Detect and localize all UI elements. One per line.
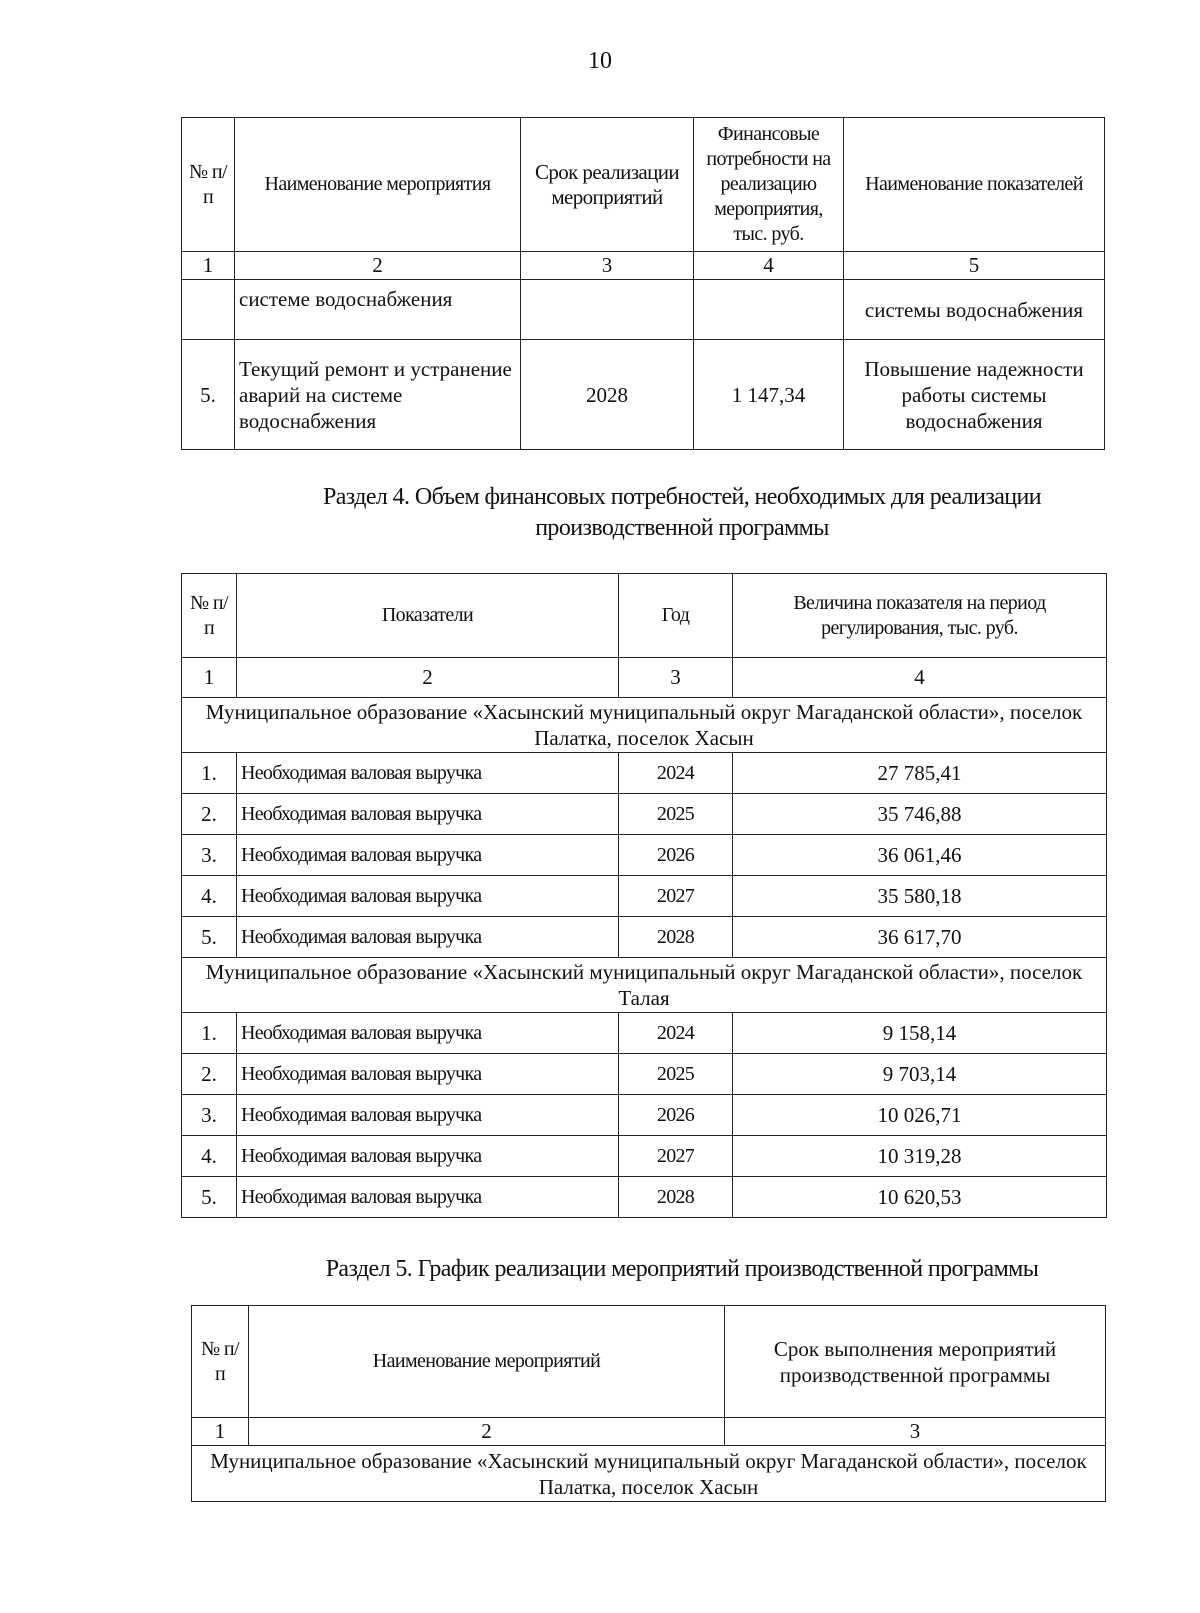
col-number: 5 [844,252,1105,280]
row-number: 2. [182,794,237,835]
header-indicators: Показатели [237,574,619,658]
activity-name: системе водоснабжения [235,280,521,340]
indicator-name: Необходимая валовая выручка [237,917,619,958]
indicator-name: Необходимая валовая выручка [237,835,619,876]
year: 2028 [619,917,733,958]
header-schedule-term: Срок выполнения мероприятий производственной программы [725,1306,1106,1418]
table-row [182,835,1107,876]
header-number: № п/п [192,1306,249,1418]
year: 2024 [619,753,733,794]
table-row [182,280,1105,340]
row-number: 5. [182,917,237,958]
col-number: 1 [182,252,235,280]
value: 36 061,46 [733,835,1107,876]
row-number: 4. [182,876,237,917]
year: 2026 [619,1095,733,1136]
value: 35 580,18 [733,876,1107,917]
col-number: 2 [249,1418,725,1446]
col-number: 1 [192,1418,249,1446]
row-number: 3. [182,1095,237,1136]
col-number: 1 [182,658,237,698]
header-value: Величина показателя на период регулирования, тыс. руб. [733,574,1107,658]
year: 2024 [619,1013,733,1054]
row-number: 5. [182,1177,237,1218]
header-activity-name: Наименование мероприятия [235,118,521,252]
group-title-row [192,1446,1106,1502]
column-number-row [182,252,1105,280]
table-row [182,917,1107,958]
table-header-row [182,118,1105,252]
table-row [182,1177,1107,1218]
financial-needs-table [181,573,1107,1218]
table-row [182,1095,1107,1136]
value: 10 620,53 [733,1177,1107,1218]
year: 2027 [619,1136,733,1177]
activity-indicator: Повышение надежности работы системы водоснабжения [844,340,1105,450]
row-number: 1. [182,753,237,794]
table-header-row [192,1306,1106,1418]
col-number: 4 [733,658,1107,698]
header-number: № п/п [182,118,235,252]
col-number: 2 [235,252,521,280]
table-row [182,1013,1107,1054]
value: 10 319,28 [733,1136,1107,1177]
value: 36 617,70 [733,917,1107,958]
indicator-name: Необходимая валовая выручка [237,1013,619,1054]
indicator-name: Необходимая валовая выручка [237,1136,619,1177]
year: 2025 [619,794,733,835]
row-number: 3. [182,835,237,876]
activity-cost [694,280,844,340]
value: 35 746,88 [733,794,1107,835]
header-number: № п/п [182,574,237,658]
value: 9 703,14 [733,1054,1107,1095]
row-number: 1. [182,1013,237,1054]
header-financial-needs: Финансовые потребности на реализацию мероприятия, тыс. руб. [694,118,844,252]
indicator-name: Необходимая валовая выручка [237,1054,619,1095]
col-number: 2 [237,658,619,698]
indicator-name: Необходимая валовая выручка [237,753,619,794]
page-number: 10 [588,48,612,74]
header-term: Срок реализации мероприятий [521,118,694,252]
col-number: 3 [725,1418,1106,1446]
year: 2028 [619,1177,733,1218]
activity-indicator: системы водоснабжения [844,280,1105,340]
section-4-heading: Раздел 4. Объем финансовых потребностей, необходимых для реализации производственной программы [322,484,1042,541]
table-row [182,876,1107,917]
row-number [182,280,235,340]
schedule-table [191,1305,1106,1502]
col-number: 4 [694,252,844,280]
table-row [182,1136,1107,1177]
table-row [182,794,1107,835]
table-row [182,753,1107,794]
value: 9 158,14 [733,1013,1107,1054]
indicator-name: Необходимая валовая выручка [237,794,619,835]
column-number-row [182,658,1107,698]
indicator-name: Необходимая валовая выручка [237,876,619,917]
group-title-row [182,958,1107,1013]
header-activities: Наименование мероприятий [249,1306,725,1418]
activities-table [181,117,1105,450]
table-row [182,1054,1107,1095]
value: 10 026,71 [733,1095,1107,1136]
value: 27 785,41 [733,753,1107,794]
header-year: Год [619,574,733,658]
row-number: 5. [182,340,235,450]
group-title: Муниципальное образование «Хасынский муниципальный округ Магаданской области», поселок Талая [182,958,1107,1013]
table-row [182,340,1105,450]
year: 2025 [619,1054,733,1095]
group-title-row [182,698,1107,753]
indicator-name: Необходимая валовая выручка [237,1177,619,1218]
column-number-row [192,1418,1106,1446]
year: 2027 [619,876,733,917]
activity-term [521,280,694,340]
col-number: 3 [619,658,733,698]
year: 2026 [619,835,733,876]
table-header-row [182,574,1107,658]
activity-term: 2028 [521,340,694,450]
activity-name: Текущий ремонт и устранение аварий на системе водоснабжения [235,340,521,450]
section-5-heading: Раздел 5. График реализации мероприятий производственной программы [325,1256,1039,1282]
indicator-name: Необходимая валовая выручка [237,1095,619,1136]
activity-cost: 1 147,34 [694,340,844,450]
group-title: Муниципальное образование «Хасынский муниципальный округ Магаданской области», поселок Палатка, поселок Хасын [192,1446,1106,1502]
col-number: 3 [521,252,694,280]
group-title: Муниципальное образование «Хасынский муниципальный округ Магаданской области», поселок Палатка, поселок Хасын [182,698,1107,753]
header-indicators: Наименование показателей [844,118,1105,252]
row-number: 2. [182,1054,237,1095]
row-number: 4. [182,1136,237,1177]
